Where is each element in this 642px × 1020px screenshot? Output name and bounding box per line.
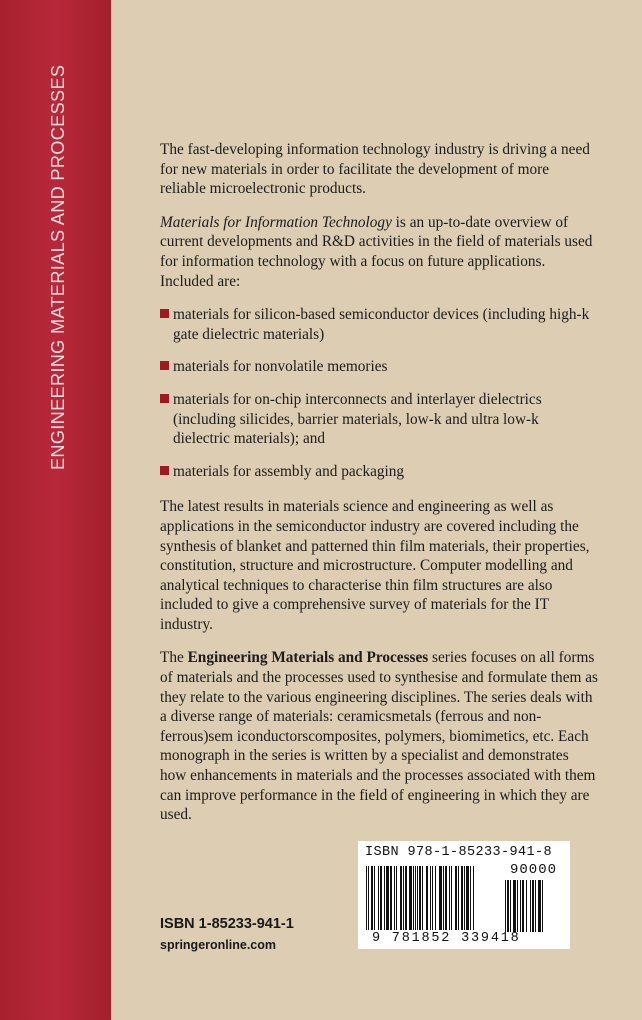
barcode-bar [368,866,369,930]
barcode-bar [374,866,375,930]
list-item: materials for silicon-based semiconductor devices (including high-k gate dielectric materials) [160,305,598,344]
barcode-bar [517,880,518,932]
barcode-bar [461,866,463,930]
barcode-bar [422,866,423,930]
barcode-bar [419,866,421,930]
barcode-bar [542,880,543,932]
book-title: Materials for Information Technology [160,213,392,231]
bullet-square-icon [160,466,169,475]
barcode-bar [371,866,373,930]
barcode-bar [505,880,506,932]
barcode-bar [400,866,402,930]
barcode-bar [430,866,431,930]
barcode-bar [439,866,442,930]
list-item: materials for assembly and packaging [160,462,598,482]
barcode-bar [451,866,452,930]
barcode-bar [394,866,395,930]
barcode-bar [464,866,465,930]
barcode-bar [458,866,459,930]
bullet-square-icon [160,309,169,318]
barcode-bar [538,880,541,932]
barcode-bar [435,866,436,930]
barcode-bar [473,866,474,930]
barcode-bar [405,866,407,930]
barcode-bar [522,880,524,932]
barcode-bar [413,866,414,930]
barcode-bar [409,866,412,930]
barcode-bar [396,866,397,930]
barcode-bar [390,866,392,930]
results-paragraph: The latest results in materials science and engineering as well as applications in the semiconductor industry are covered including the synthesis of blanket and patterned thin film materials, their properties, constitution, structure and microstructure. Computer modelling and analytical techniques to characterise thin film structures are also included to give a comprehensive survey of materials for the IT industry. [160,498,590,633]
isbn-13-label: ISBN 978-1-85233-941-8 [365,845,553,860]
barcode-bar [507,880,509,932]
series-name: Engineering Materials and Processes [187,649,429,667]
topic-list [160,305,598,481]
list-item: materials for on-chip interconnects and interlayer dielectrics (including silicides, barrier materials, low-k and ultra low-k dielectric materials); and [160,390,598,449]
barcode-bar [513,880,516,932]
barcode-bar [470,866,471,930]
intro-paragraph: The fast-developing information technology industry is driving a need for new materials in order to facilitate the development of more reliable microelectronic products. [160,141,590,198]
barcode-bar [530,880,531,932]
barcode-bar [526,880,527,932]
barcode-bar [466,866,469,930]
barcode-bar [449,866,450,930]
publisher-website: springeronline.com [160,938,276,952]
overview-paragraph [160,213,598,291]
overview-text: is an up-to-date overview of current developments and R&D activities in the field of materials used for information technology with a focus on future applications. Included are: [160,213,593,290]
spine-band [0,0,111,1020]
barcode-bar [378,866,379,930]
barcode-main-bars [366,866,500,932]
price-code: 90000 [510,862,558,878]
bullet-square-icon [160,394,169,403]
barcode-bar [366,866,367,930]
barcode-bar [520,880,521,932]
series-title-vertical: ENGINEERING MATERIALS AND PROCESSES [48,64,68,470]
ean-digits: 9 781852 339418 [372,931,521,946]
barcode-bar [403,866,404,930]
barcode-bar [532,880,534,932]
barcode-bar [380,866,382,930]
barcode-bar [415,866,416,930]
barcode-bar [443,866,444,930]
barcode-addon-bars [505,880,565,938]
barcode-bar [510,880,511,932]
list-item: materials for nonvolatile memories [160,357,598,377]
barcode-bar [417,866,418,930]
barcode-bar [455,866,457,930]
barcode-bar [445,866,447,930]
isbn-10-label: ISBN 1-85233-941-1 [160,916,294,932]
barcode-bar [535,880,536,932]
series-paragraph: The Engineering Materials and Processes series focuses on all forms of materials and the processes used to synthesise and formulate them as they relate to the various engineering disciplines. The series deals with a diverse range of materials: ceramicsmetals (ferrous and non-ferrous)sem iconductorscomposites, polymers, biomimetics, etc. Each monograph in the series is written by a specialist and demonstrates how enhancements in materials and the processes associated with them can improve performance in the field of engineering in which they are used. [160,649,598,824]
bullet-square-icon [160,361,169,370]
barcode-bar [384,866,385,930]
back-cover-text [160,140,598,839]
barcode-bar [426,866,428,930]
barcode-bar [386,866,389,930]
barcode-bar [432,866,433,930]
